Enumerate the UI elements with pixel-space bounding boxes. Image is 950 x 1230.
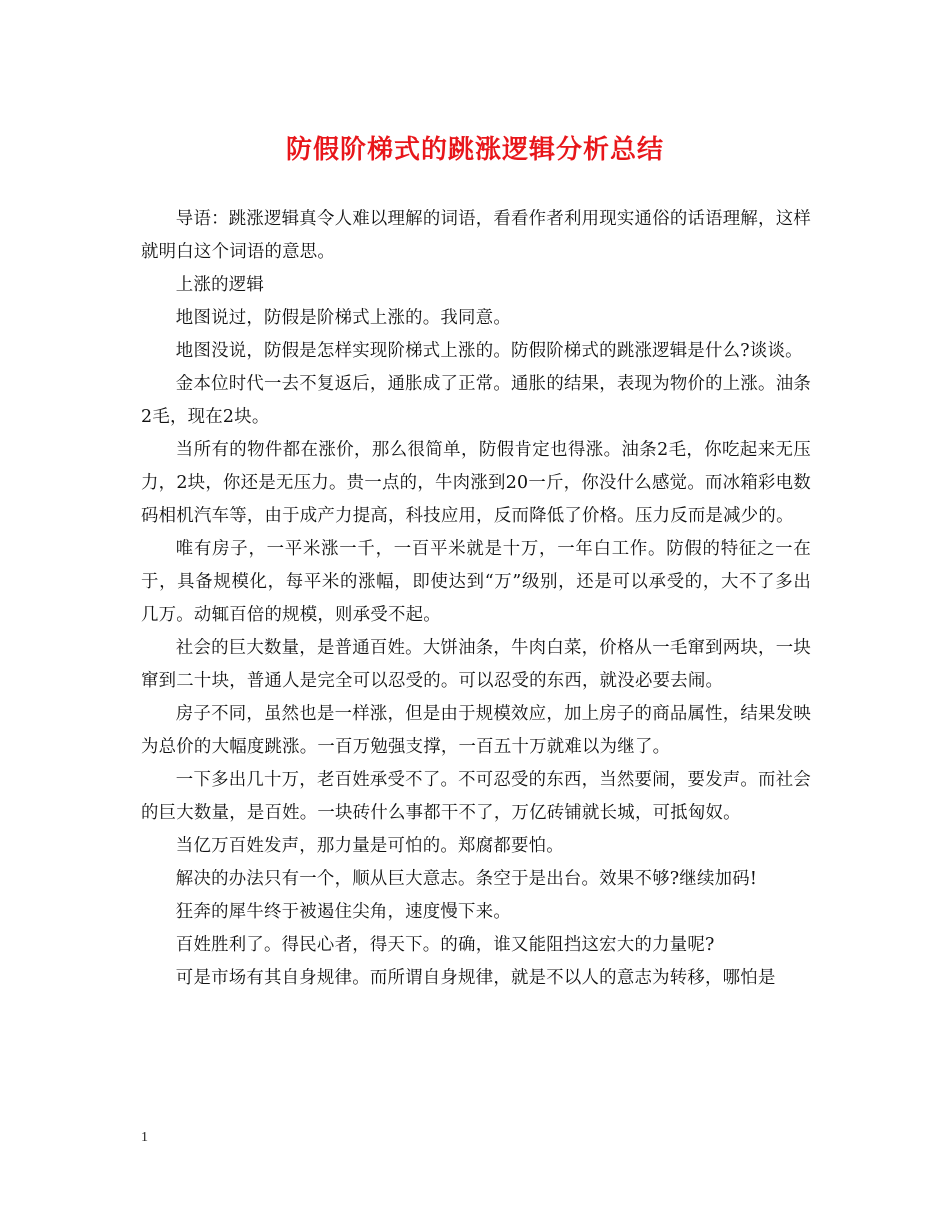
paragraph: 社会的巨大数量，是普通百姓。大饼油条，牛肉白菜，价格从一毛窜到两块，一块窜到二十块，普通人是完全可以忍受的。可以忍受的东西，就没必要去闹。: [141, 638, 811, 691]
paragraph: 解决的办法只有一个，顺从巨大意志。条空于是出台。效果不够?继续加码!: [175, 869, 758, 889]
paragraph: 百姓胜利了。得民心者，得天下。的确，谁又能阻挡这宏大的力量呢?: [175, 935, 715, 955]
page-number: 1: [141, 1130, 148, 1145]
paragraph: 金本位时代一去不复返后，通胀成了正常。通胀的结果，表现为物价的上涨。油条2毛，现在2块。: [141, 374, 811, 427]
document-body: [141, 203, 811, 995]
document-title: 防假阶梯式的跳涨逻辑分析总结: [285, 135, 664, 165]
paragraph: 当亿万百姓发声，那力量是可怕的。郑腐都要怕。: [175, 836, 564, 856]
paragraph: 狂奔的犀牛终于被遏住尖角，速度慢下来。: [175, 902, 511, 922]
paragraph: 一下多出几十万，老百姓承受不了。不可忍受的东西，当然要闹，要发声。而社会的巨大数量，是百姓。一块砖什么事都干不了，万亿砖铺就长城，可抵匈奴。: [141, 770, 811, 823]
paragraph-intro: 导语：跳涨逻辑真令人难以理解的词语，看看作者利用现实通俗的话语理解，这样就明白这个词语的意思。: [141, 209, 811, 262]
paragraph: 唯有房子，一平米涨一千，一百平米就是十万，一年白工作。防假的特征之一在于，具备规模化，每平米的涨幅，即使达到“万”级别，还是可以承受的，大不了多出几万。动辄百倍的规模，则承受不起。: [141, 539, 811, 625]
paragraph: 当所有的物件都在涨价，那么很简单，防假肯定也得涨。油条2毛，你吃起来无压力，2块，你还是无压力。贵一点的，牛肉涨到20一斤，你没什么感觉。而冰箱彩电数码相机汽车等，由于成产力提高，科技应用，反而降低了价格。压力反而是减少的。: [141, 440, 811, 526]
paragraph: 房子不同，虽然也是一样涨，但是由于规模效应，加上房子的商品属性，结果发映为总价的大幅度跳涨。一百万勉强支撑，一百五十万就难以为继了。: [141, 704, 811, 757]
section-heading: 上涨的逻辑: [175, 275, 265, 295]
paragraph: 地图没说，防假是怎样实现阶梯式上涨的。防假阶梯式的跳涨逻辑是什么?谈谈。: [175, 341, 803, 361]
paragraph: 可是市场有其自身规律。而所谓自身规律，就是不以人的意志为转移，哪怕是: [175, 968, 776, 988]
paragraph: 地图说过，防假是阶梯式上涨的。我同意。: [175, 308, 511, 328]
